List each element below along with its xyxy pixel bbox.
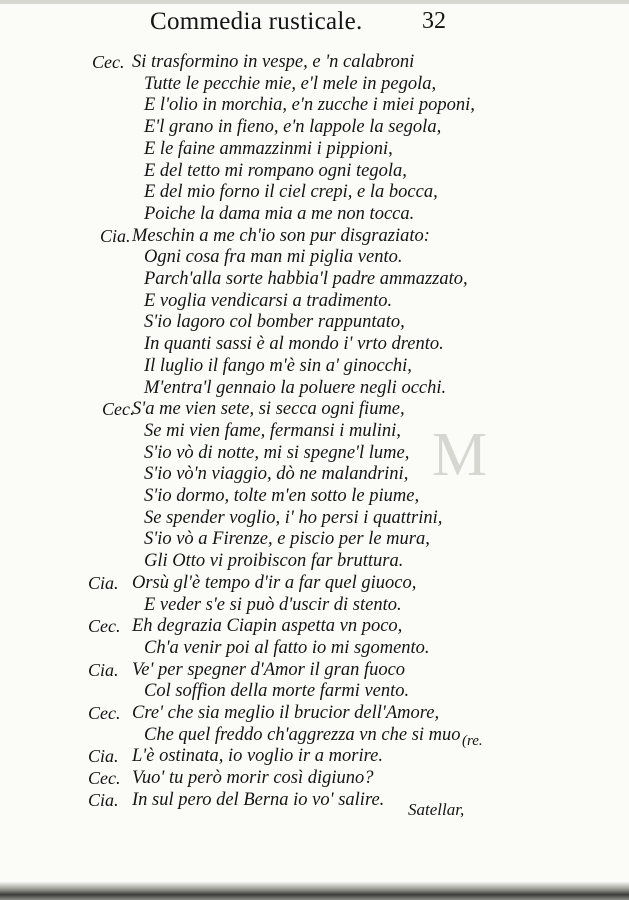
verse-text: S'io lagoro col bomber rappuntato, [144,312,405,333]
page-bottom-edge [0,882,629,900]
verse-text: E del mio forno il ciel crepi, e la bocca, [144,182,438,203]
verse-text: Ogni cosa fra man mi piglia vento. [144,247,403,268]
verse-text: Meschin a me ch'io son pur disgraziato: [132,225,430,246]
speaker-abbreviation: Cia. [88,789,119,810]
verse-text: Parch'alla sorte habbia'l padre ammazzato, [144,269,468,289]
speaker-abbreviation: Cia. [88,659,119,680]
page-number: 32 [422,8,446,34]
turnover-fragment: (re. [462,733,483,749]
verse-text: E'l grano in fieno, e'n lappole la segola, [144,117,442,138]
verse-text: In quanti sassi è al mondo i' vrto drento. [144,334,444,355]
verse-text: S'a me vien sete, si secca ogni fiume, [132,399,405,420]
speaker-abbreviation: Cec. [88,703,121,723]
verse-text: S'io vò a Firenze, e piscio per le mura, [144,529,430,550]
verse-text: E le faine ammazzinmi i pippioni, [144,138,393,159]
verse-text: E voglia vendicarsi a tradimento. [144,290,393,311]
verse-text: S'io vò di notte, mi si spegne'l lume, [144,442,410,463]
speaker-abbreviation: Cec. [102,399,135,420]
speaker-abbreviation: Cia. [100,225,131,246]
verse-text: E del tetto mi rompano ogni tegola, [144,160,407,181]
verse-text: L'è ostinata, io voglio ir a morire. [132,746,383,767]
verse-text: Cre' che sia meglio il brucior dell'Amore, [132,703,440,723]
running-title: Commedia rusticale. [150,8,363,35]
verse-text: Che quel freddo ch'aggrezza vn che si muo [144,724,461,745]
page-header [0,4,629,40]
verse-text: M'entra'l gennaio la poluere negli occhi. [144,377,447,398]
catchword: Satellar, [408,800,465,819]
verse-text: Il luglio il fango m'è sin a' ginocchi, [144,355,412,376]
verse-text: Se mi vien fame, fermansi i mulini, [144,420,401,441]
verse-text: E l'olio in morchia, e'n zucche i miei poponi, [144,95,475,116]
verse-text: Gli Otto vi proibiscon far bruttura. [144,551,404,572]
verse-text: S'io vò'n viaggio, dò ne malandrini, [144,464,409,485]
verse-text: Ch'a venir poi al fatto io mi sgomento. [144,637,430,658]
speaker-abbreviation: Cec. [88,616,121,637]
verse-text: In sul pero del Berna io vo' salire. [132,789,385,810]
speaker-abbreviation: Cec. [88,768,121,789]
verse-text: E veder s'e si può d'uscir di stento. [144,594,402,615]
verse-text: Col soffion della morte farmi vento. [144,681,410,702]
speaker-abbreviation: Cec. [92,52,125,72]
verse-text: S'io dormo, tolte m'en sotto le piume, [144,486,420,506]
verse-text: Si trasformino in vespe, e 'n calabroni [132,52,415,72]
speaker-abbreviation: Cia. [88,572,119,593]
verse-text: Se spender voglio, i' ho persi i quattrini, [144,507,443,528]
verse-text: Tutte le pecchie mie, e'l mele in pegola, [144,73,437,94]
bleed-through-mark: M [432,421,488,489]
verse-text: Eh degrazia Ciapin aspetta vn poco, [132,616,403,637]
verse-text: Ve' per spegner d'Amor il gran fuoco [132,659,406,680]
verse-text: Poiche la dama mia a me non tocca. [144,203,415,224]
verse-text: Orsù gl'è tempo d'ir a far quel giuoco, [132,572,417,593]
verse-line [0,790,629,816]
verse-text: Vuo' tu però morir così digiuno? [132,768,374,789]
speaker-abbreviation: Cia. [88,746,119,767]
